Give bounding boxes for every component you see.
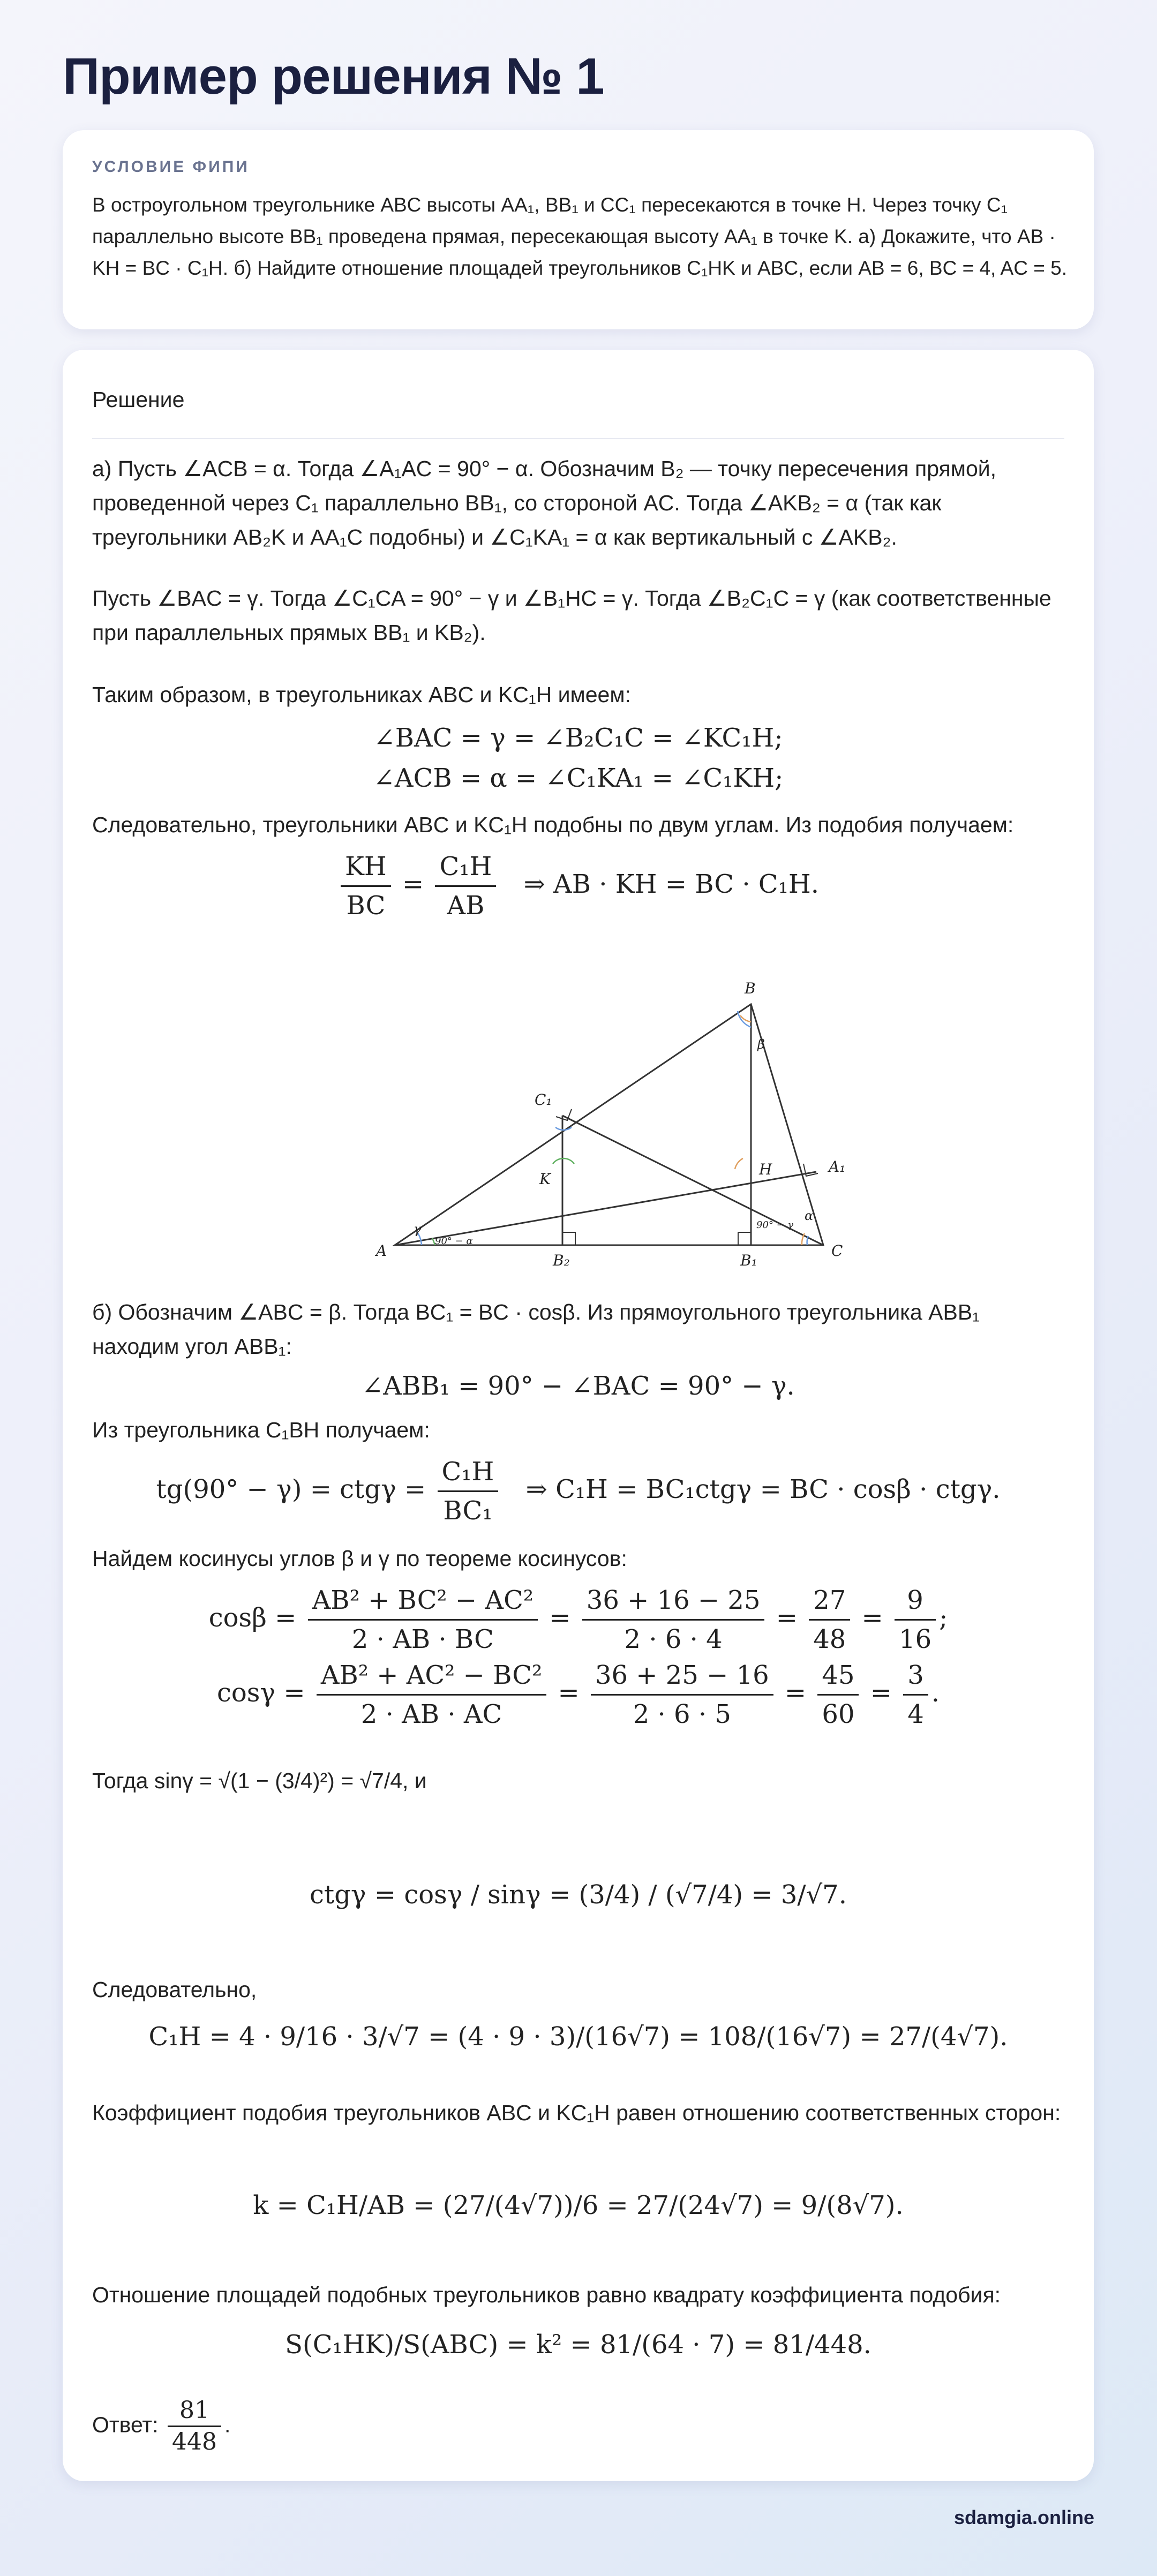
equation-similarity: $\frac{KH}{BC}$ = $\frac{\text{C₁H}}{AB}$ ⇒ AB · KH = BC · C₁H. bbox=[63, 848, 1094, 924]
solution-card bbox=[63, 350, 1094, 2481]
condition-label: УСЛОВИЕ ФИПИ bbox=[92, 158, 250, 176]
solution-paragraph-b3: Найдем косинусы углов β и γ по теореме косинусов: bbox=[92, 1546, 627, 1571]
label-A1: A₁ bbox=[829, 1158, 846, 1176]
condition-text: В остроугольном треугольнике ABC высоты AA₁, BB₁ и CC₁ пересекаются в точке H. Через точку C₁ параллельно высоте BB₁ проведена прямая, пересекающая высоту AA₁ в точке K. а) Докажите, что AB · KH = BC · C₁H. б) Найдите отношение площадей треугольников C₁HK и ABC, если AB = 6, BC = 4, AC = 5. bbox=[92, 194, 1067, 279]
solution-paragraph-b6: Коэффициент подобия треугольников ABC и KC₁H равен отношению соответственных сторон: bbox=[92, 2100, 1061, 2125]
label-H: H bbox=[759, 1161, 772, 1178]
equation-c1h: C₁H = 4 · 9/16 · 3/√7 = (4 · 9 · 3)/(16√7) = 108/(16√7) = 27/(4√7). bbox=[148, 2022, 1008, 2052]
page-title: Пример решения № 1 bbox=[63, 48, 604, 105]
equation-cos-gamma: cosγ = $\frac{\text{AB² + AC² − BC²}}{2 \cdot AB \cdot AC}$ = $\frac{36 + 25 - 16}{2 \cdot 6 \cdot 5}$ = $\frac{45}{60}$ = $\frac{3}{4}$ . bbox=[63, 1656, 1094, 1733]
label-angle-90-gamma: 90° − γ bbox=[756, 1219, 794, 1231]
label-B2: B₂ bbox=[553, 1252, 570, 1269]
solution-paragraph-a1: а) Пусть ∠ACB = α. Тогда ∠A₁AC = 90° − α. Обозначим B₂ — точку пересечения прямой, проведенной через C₁ параллельно BB₁, со стороной AC. Тогда ∠AKB₂ = α (так как треугольники AB₂K и AA₁C подобны) и ∠C₁KA₁ = α как вертикальный с ∠AKB₂. bbox=[92, 456, 997, 549]
label-B1: B₁ bbox=[740, 1252, 757, 1269]
equation-ctg-gamma: ctgγ = cosγ / sinγ = (3/4) / (√7/4) = 3/√7. bbox=[310, 1880, 847, 1910]
equation-area-ratio: S(C₁HK)/S(ABC) = k² = 81/(64 · 7) = 81/448. bbox=[285, 2330, 871, 2360]
label-beta: β bbox=[757, 1037, 765, 1052]
solution-paragraph-b4: Тогда sinγ = √(1 − (3/4)²) = √7/4, и bbox=[92, 1768, 427, 1793]
triangle-diagram bbox=[92, 928, 1067, 1269]
equation-angles-2: ∠ACB = α = ∠C₁KA₁ = ∠C₁KH; bbox=[373, 763, 784, 793]
label-C: C bbox=[831, 1242, 843, 1260]
equation-abb1: ∠ABB₁ = 90° − ∠BAC = 90° − γ. bbox=[362, 1371, 795, 1401]
equation-cos-beta: cosβ = $\frac{\text{AB² + BC² − AC²}}{2 \cdot AB \cdot BC}$ = $\frac{36 + 16 - 25}{2 \cdot 6 \cdot 4}$ = $\frac{27}{48}$ = $\frac{9}{16}$ ; bbox=[63, 1581, 1094, 1658]
label-B: B bbox=[745, 980, 756, 997]
brand-footer: sdamgia.online bbox=[953, 2506, 1094, 2528]
equation-k: k = C₁H/AB = (27/(4√7))/6 = 27/(24√7) = 9/(8√7). bbox=[253, 2190, 904, 2220]
label-C1: C₁ bbox=[535, 1091, 552, 1109]
solution-paragraph-b7: Отношение площадей подобных треугольников равно квадрату коэффициента подобия: bbox=[92, 2283, 1001, 2307]
solution-paragraph-b2: Из треугольника C₁BH получаем: bbox=[92, 1418, 430, 1442]
answer: Ответ: $\frac{81}{448}$ . bbox=[92, 2397, 231, 2456]
solution-paragraph-a3: Таким образом, в треугольниках ABC и KC₁H имеем: bbox=[92, 682, 631, 707]
solution-heading: Решение bbox=[92, 387, 185, 412]
solution-paragraph-a4: Следовательно, треугольники ABC и KC₁H подобны по двум углам. Из подобия получаем: bbox=[92, 812, 1014, 837]
label-A: A bbox=[376, 1242, 387, 1260]
divider bbox=[92, 438, 1064, 439]
label-K: K bbox=[539, 1170, 551, 1188]
solution-paragraph-b5: Следовательно, bbox=[92, 1977, 257, 2002]
equation-angles-1: ∠BAC = γ = ∠B₂C₁C = ∠KC₁H; bbox=[373, 723, 783, 753]
condition-card bbox=[63, 130, 1094, 329]
solution-paragraph-b1: б) Обозначим ∠ABC = β. Тогда BC₁ = BC · cosβ. Из прямоугольного треугольника ABB₁ находим угол ABB₁: bbox=[92, 1300, 980, 1359]
solution-paragraph-a2: Пусть ∠BAC = γ. Тогда ∠C₁CA = 90° − γ и ∠B₁HC = γ. Тогда ∠B₂C₁C = γ (как соответственные при параллельных прямых BB₁ и KB₂). bbox=[92, 586, 1051, 645]
label-alpha: α bbox=[805, 1208, 814, 1223]
label-angle-90-alpha: 90° − α bbox=[435, 1236, 473, 1247]
label-gamma: γ bbox=[414, 1222, 422, 1237]
equation-ctg: tg(90° − γ) = ctgγ = $\frac{\text{C₁H}}{\text{BC₁}}$ ⇒ C₁H = BC₁ctgγ = BC · cosβ · ctgγ. bbox=[63, 1453, 1094, 1530]
